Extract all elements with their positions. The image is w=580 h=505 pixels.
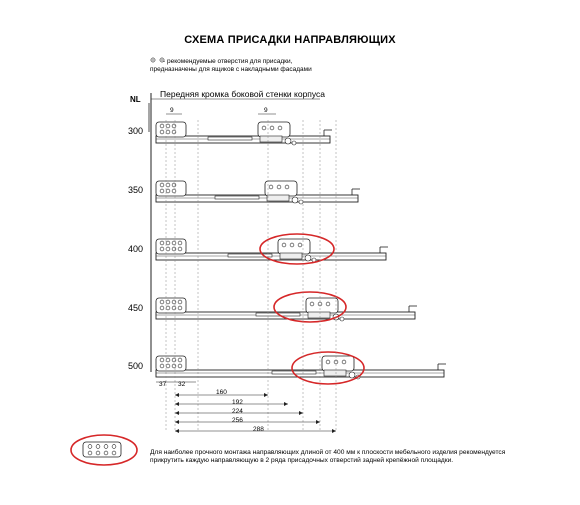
drill-hole bbox=[160, 183, 164, 187]
footnote-hole bbox=[112, 451, 116, 455]
drill-hole bbox=[270, 126, 274, 130]
rail-roller-block bbox=[308, 312, 330, 318]
footnote-hole bbox=[96, 445, 100, 449]
rail-roller bbox=[292, 197, 298, 203]
front-mounting-plate bbox=[156, 122, 186, 137]
drill-hole bbox=[262, 126, 266, 130]
dim-label: 9 bbox=[170, 107, 174, 114]
rail-roller bbox=[292, 141, 296, 145]
legend-hole-icon bbox=[151, 58, 155, 62]
dim-label: 224 bbox=[232, 408, 243, 415]
drill-hole bbox=[172, 183, 176, 187]
drill-hole bbox=[166, 183, 170, 187]
dim-arrow bbox=[299, 411, 303, 415]
footnote bbox=[150, 449, 570, 465]
drill-hole bbox=[172, 300, 176, 304]
drill-hole bbox=[178, 300, 182, 304]
nl-value: 300 bbox=[128, 126, 144, 136]
dim-arrow bbox=[316, 420, 320, 424]
drill-hole bbox=[160, 306, 164, 310]
drill-hole bbox=[172, 306, 176, 310]
rail-roller-block bbox=[280, 253, 302, 259]
legend-line-2: предназначены для ящиков с накладными фасадами bbox=[150, 66, 312, 73]
drill-hole bbox=[285, 185, 289, 189]
drill-hole bbox=[172, 241, 176, 245]
footnote-hole bbox=[96, 451, 100, 455]
rail-roller-block bbox=[324, 370, 346, 376]
drill-hole bbox=[166, 306, 170, 310]
footnote-hole bbox=[112, 445, 116, 449]
footnote-hole bbox=[88, 445, 92, 449]
nl-header: NL bbox=[130, 95, 141, 104]
drill-hole bbox=[269, 185, 273, 189]
dim-arrow bbox=[284, 402, 288, 406]
drill-hole bbox=[166, 130, 170, 134]
rail-roller-block bbox=[267, 195, 289, 201]
rail-roller bbox=[305, 255, 311, 261]
dim-label: 9 bbox=[264, 107, 268, 114]
drill-hole bbox=[166, 300, 170, 304]
front-mounting-plate bbox=[156, 298, 186, 313]
drill-hole bbox=[172, 247, 176, 251]
dim-arrow bbox=[175, 429, 179, 433]
drill-hole bbox=[178, 358, 182, 362]
dim-label: 192 bbox=[232, 399, 243, 406]
footnote-line-1: Для наиболее прочного монтажа направляющих длиной от 400 мм к плоскости мебельного изделия рекомендуется bbox=[150, 449, 506, 456]
drill-hole bbox=[166, 247, 170, 251]
drill-hole bbox=[326, 360, 330, 364]
dim-arrow bbox=[175, 420, 179, 424]
edge-label: Передняя кромка боковой стенки корпуса bbox=[160, 89, 326, 99]
drill-hole bbox=[166, 124, 170, 128]
dim-label: 256 bbox=[232, 417, 243, 424]
drill-hole bbox=[166, 241, 170, 245]
nl-value: 450 bbox=[128, 303, 144, 313]
drill-hole bbox=[160, 189, 164, 193]
dim-label: 288 bbox=[253, 426, 264, 433]
drill-hole bbox=[178, 241, 182, 245]
drill-hole bbox=[290, 243, 294, 247]
page-title: СХЕМА ПРИСАДКИ НАПРАВЛЯЮЩИХ bbox=[184, 34, 396, 46]
drill-hole bbox=[166, 189, 170, 193]
drill-hole bbox=[160, 358, 164, 362]
dim-arrow bbox=[175, 402, 179, 406]
rail-mechanism bbox=[208, 137, 252, 140]
front-mounting-plate bbox=[156, 239, 186, 254]
front-mounting-plate bbox=[156, 356, 186, 371]
nl-value: 350 bbox=[128, 185, 144, 195]
drill-hole bbox=[160, 130, 164, 134]
drill-hole bbox=[160, 300, 164, 304]
dim-arrow bbox=[175, 411, 179, 415]
drill-hole bbox=[160, 247, 164, 251]
nl-value: 400 bbox=[128, 244, 144, 254]
legend-line-1: - рекомендуемые отверстия для присадки, bbox=[163, 58, 293, 65]
drill-hole bbox=[172, 130, 176, 134]
dim-label: 160 bbox=[216, 389, 227, 396]
footnote-line-2: прикрутить каждую направляющую в 2 ряда присадочных отверстий задней крепёжной площадки. bbox=[150, 457, 454, 464]
drill-hole bbox=[172, 189, 176, 193]
front-mounting-plate bbox=[156, 181, 186, 196]
drill-hole bbox=[326, 302, 330, 306]
drill-hole bbox=[342, 360, 346, 364]
rail-roller bbox=[349, 372, 355, 378]
drill-hole bbox=[166, 358, 170, 362]
rail-roller bbox=[285, 138, 291, 144]
dim-arrow bbox=[264, 393, 268, 397]
dim-label: 32 bbox=[178, 381, 186, 388]
drill-hole bbox=[278, 126, 282, 130]
drill-hole bbox=[160, 124, 164, 128]
footnote-hole bbox=[104, 445, 108, 449]
drill-hole bbox=[172, 358, 176, 362]
dim-arrow bbox=[175, 393, 179, 397]
drill-hole bbox=[178, 247, 182, 251]
rail-roller-block bbox=[260, 136, 282, 142]
footnote-hole bbox=[104, 451, 108, 455]
rail-roller bbox=[340, 317, 344, 321]
drill-hole bbox=[172, 364, 176, 368]
nl-value: 500 bbox=[128, 361, 144, 371]
dim-label: 37 bbox=[159, 381, 167, 388]
drill-hole bbox=[178, 364, 182, 368]
rail-mechanism bbox=[215, 196, 259, 199]
drill-hole bbox=[166, 364, 170, 368]
drill-hole bbox=[282, 243, 286, 247]
rail-roller bbox=[299, 200, 303, 204]
footnote-hole bbox=[88, 451, 92, 455]
drill-hole bbox=[298, 243, 302, 247]
drill-hole bbox=[172, 124, 176, 128]
drill-hole bbox=[160, 241, 164, 245]
drill-hole bbox=[277, 185, 281, 189]
drill-hole bbox=[178, 306, 182, 310]
drill-hole bbox=[160, 364, 164, 368]
dim-arrow bbox=[332, 429, 336, 433]
drill-hole bbox=[310, 302, 314, 306]
